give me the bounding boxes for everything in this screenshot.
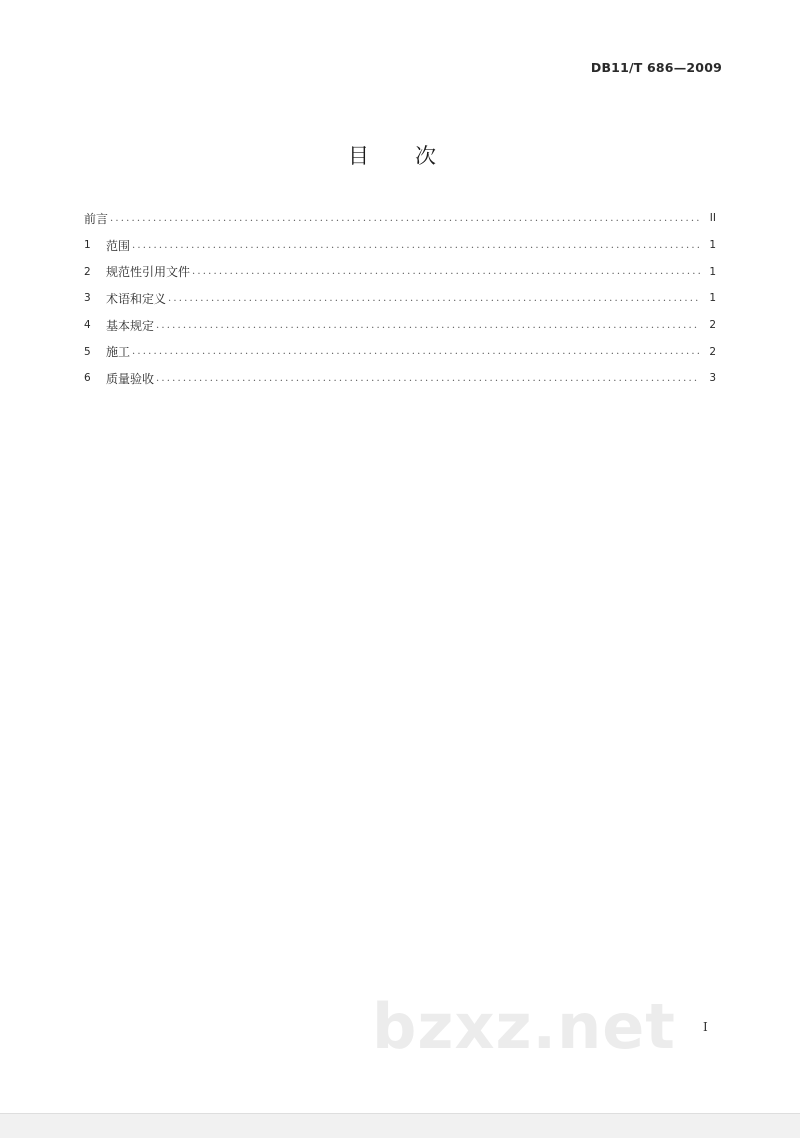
toc-entry-page: 2 xyxy=(709,319,716,332)
toc-entry-number: 5 xyxy=(84,345,91,358)
toc-dot-leader xyxy=(168,293,700,304)
toc-entry-construction[interactable] xyxy=(84,338,716,365)
toc-entry-page: II xyxy=(709,212,716,225)
toc-entry-terms-definitions[interactable] xyxy=(84,285,716,312)
toc-entry-normative-references[interactable] xyxy=(84,258,716,285)
toc-dot-leader xyxy=(192,266,700,277)
toc-entry-number: 3 xyxy=(84,292,91,305)
toc-entry-label: 施工 xyxy=(106,345,131,360)
toc-entry-label: 基本规定 xyxy=(106,318,155,333)
toc-entry-foreword[interactable] xyxy=(84,205,716,232)
toc-entry-basic-provisions[interactable] xyxy=(84,312,716,339)
toc-entry-label: 前言 xyxy=(84,211,109,226)
toc-entry-number: 2 xyxy=(84,265,91,278)
toc-entry-page: 1 xyxy=(709,292,716,305)
toc-dot-leader xyxy=(156,320,700,331)
document-code: DB11/T 686—2009 xyxy=(590,60,722,75)
toc-dot-leader xyxy=(110,213,700,224)
toc-entry-label: 范围 xyxy=(106,238,131,253)
viewer-bottom-bar xyxy=(0,1113,800,1138)
toc-entry-scope[interactable] xyxy=(84,232,716,259)
toc-dot-leader xyxy=(156,373,700,384)
toc-entry-page: 2 xyxy=(709,345,716,358)
toc-entry-page: 1 xyxy=(709,265,716,278)
watermark-text: bzxz.net xyxy=(372,990,676,1063)
toc-entry-number: 4 xyxy=(84,319,91,332)
page-number: I xyxy=(703,1020,708,1034)
table-of-contents xyxy=(84,205,716,392)
toc-entry-label: 术语和定义 xyxy=(106,291,167,306)
toc-entry-label: 质量验收 xyxy=(106,371,155,386)
toc-entry-quality-acceptance[interactable] xyxy=(84,365,716,392)
toc-title: 目次 xyxy=(348,144,482,168)
toc-entry-page: 1 xyxy=(709,239,716,252)
toc-dot-leader xyxy=(132,346,700,357)
toc-entry-number: 1 xyxy=(84,239,91,252)
toc-entry-label: 规范性引用文件 xyxy=(106,265,191,280)
toc-entry-page: 3 xyxy=(709,372,716,385)
toc-entry-number: 6 xyxy=(84,372,91,385)
toc-dot-leader xyxy=(132,240,700,251)
